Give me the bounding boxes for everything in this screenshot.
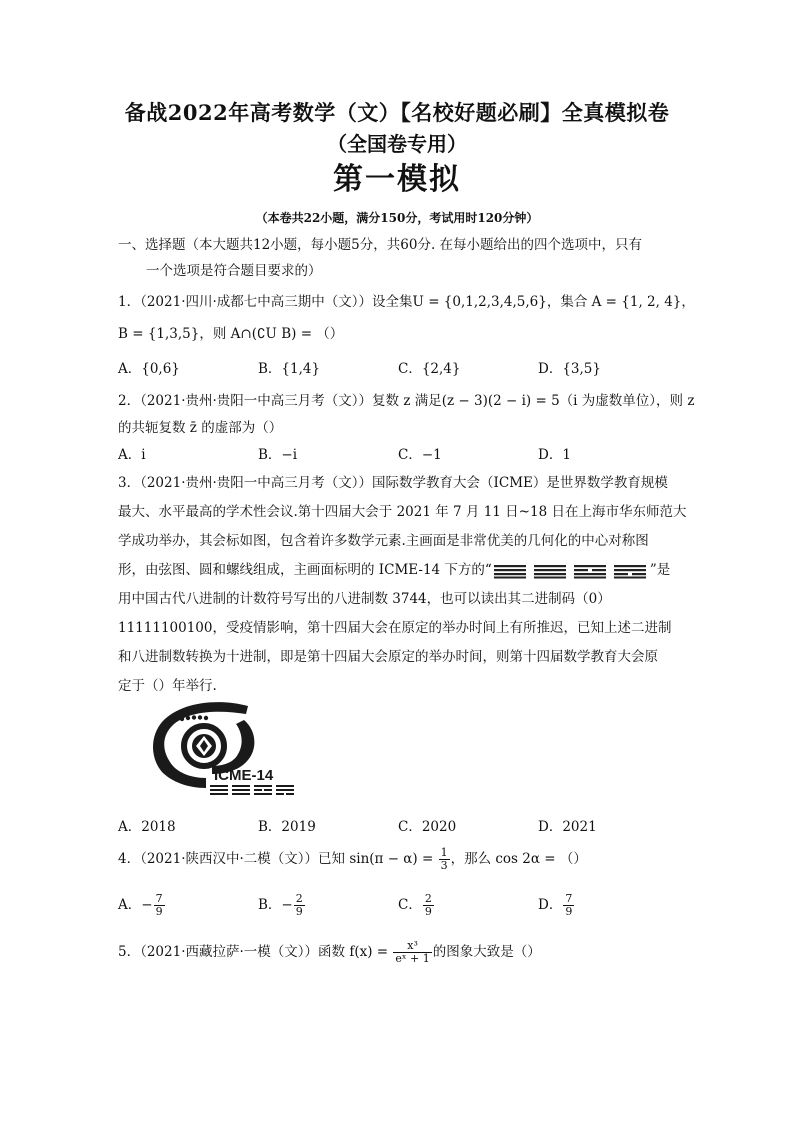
- q2-option-b: B．−i: [258, 447, 298, 463]
- exam-set-name: 第一模拟: [333, 162, 461, 197]
- q4-option-d: D． $\frac{7}{9}$: [538, 892, 573, 918]
- q3-option-a: A．2018: [118, 819, 176, 835]
- q4-option-a: A．− $\frac{7}{9}$: [118, 892, 163, 918]
- q3-stem-line-3: 学成功举办，其会标如图，包含着许多数学元素.主画面是非常优美的几何化的中心对称图: [118, 533, 649, 549]
- q3-stem-line-5: 用中国古代八进制的计数符号写出的八进制数 3744，也可以读出其二进制码（0）: [118, 591, 611, 607]
- q5-stem: [118, 940, 541, 965]
- q4-stem-end: ，那么 cos 2α = （）: [450, 851, 587, 867]
- q1-stem: 1．（2021·四川·成都七中高三期中（文））设全集U = {0,1,2,3,4,5,6}，集合 A = {1, 2, 4}，: [118, 294, 695, 310]
- q4-fraction-denominator: 3: [440, 859, 448, 872]
- q4-stem-text: 4．（2021·陕西汉中·二模（文））已知 sin(π − α) =: [118, 851, 438, 867]
- q3-stem-line-2: 最大、水平最高的学术性会议.第十四届大会于 2021 年 7 月 11 日~18 日在上海市华东师范大: [118, 504, 687, 520]
- q2-option-a: A．i: [118, 447, 146, 463]
- q3-stem-line-8: 定于（）年举行.: [118, 678, 217, 694]
- q4-fraction: [439, 847, 450, 872]
- icme-14-logo: [148, 700, 318, 800]
- q4-option-c: C． $\frac{2}{9}$: [398, 892, 432, 918]
- icme-14-logo-text: ICME-14: [214, 767, 274, 784]
- q3-stem-line-4-end: ”是: [649, 562, 671, 578]
- q3-stem-line-6: 11111100100，受疫情影响，第十四届大会在原定的举办时间上有所推迟，已知上述二进制: [118, 620, 672, 636]
- q3-option-c: C．2020: [398, 819, 457, 835]
- q1-option-c: C．{2,4}: [398, 361, 461, 377]
- q5-fraction-numerator: x³: [393, 940, 431, 953]
- q1-stem-cont: B = {1,3,5}，则 A∩(∁U B) = （）: [118, 326, 344, 342]
- q4-fraction-numerator: 1: [440, 846, 448, 859]
- q1-option-b: B．{1,4}: [258, 361, 321, 377]
- exam-title: 备战2022年高考数学（文）【名校好题必刷】全真模拟卷: [124, 100, 670, 125]
- q5-fraction-denominator: eˣ + 1: [395, 952, 430, 965]
- q5-stem-text: 5．（2021·西藏拉萨·一模（文））函数 f(x) =: [118, 944, 393, 960]
- q2-option-c: C．−1: [398, 447, 442, 463]
- q1-option-a: A．{0,6}: [118, 361, 180, 377]
- q4-stem: [118, 847, 587, 872]
- exam-note: （本卷共22小题，满分150分，考试用时120分钟）: [255, 211, 539, 225]
- q5-stem-end: 的图象大致是（）: [432, 944, 541, 960]
- q1-option-d: D．{3,5}: [538, 361, 601, 377]
- q2-stem-cont: 的共轭复数 z̄ 的虚部为（）: [118, 420, 283, 436]
- q3-stem-line-7: 和八进制数转换为十进制，即是第十四届大会原定的举办时间，则第十四届数学教育大会原: [118, 649, 658, 665]
- q3-option-b: B．2019: [258, 819, 316, 835]
- q3-stem-line-1: 3．（2021·贵州·贵阳一中高三月考（文））国际数学教育大会（ICME）是世界数学教育规模: [118, 475, 668, 491]
- q5-fraction: [393, 940, 431, 965]
- q3-stem-line-4-text: 形，由弦图、圆和螺线组成，主画面标明的 ICME-14 下方的“: [118, 562, 492, 578]
- section-heading-cont: 一个选项是符合题目要求的）: [146, 263, 322, 279]
- exam-subtitle: （全国卷专用）: [327, 132, 467, 156]
- q4-option-b: B．− $\frac{2}{9}$: [258, 892, 303, 918]
- octal-rod-numerals-icon: [492, 563, 650, 579]
- q2-option-d: D．1: [538, 447, 571, 463]
- section-heading: 一、选择题（本大题共12小题，每小题5分，共60分. 在每小题给出的四个选项中，只有: [118, 237, 643, 253]
- q3-option-d: D．2021: [538, 819, 597, 835]
- q2-stem: 2．（2021·贵州·贵阳一中高三月考（文））复数 z 满足(z − 3)(2 − i) = 5（i 为虚数单位），则 z: [118, 393, 695, 409]
- q3-stem-line-4: [118, 561, 670, 579]
